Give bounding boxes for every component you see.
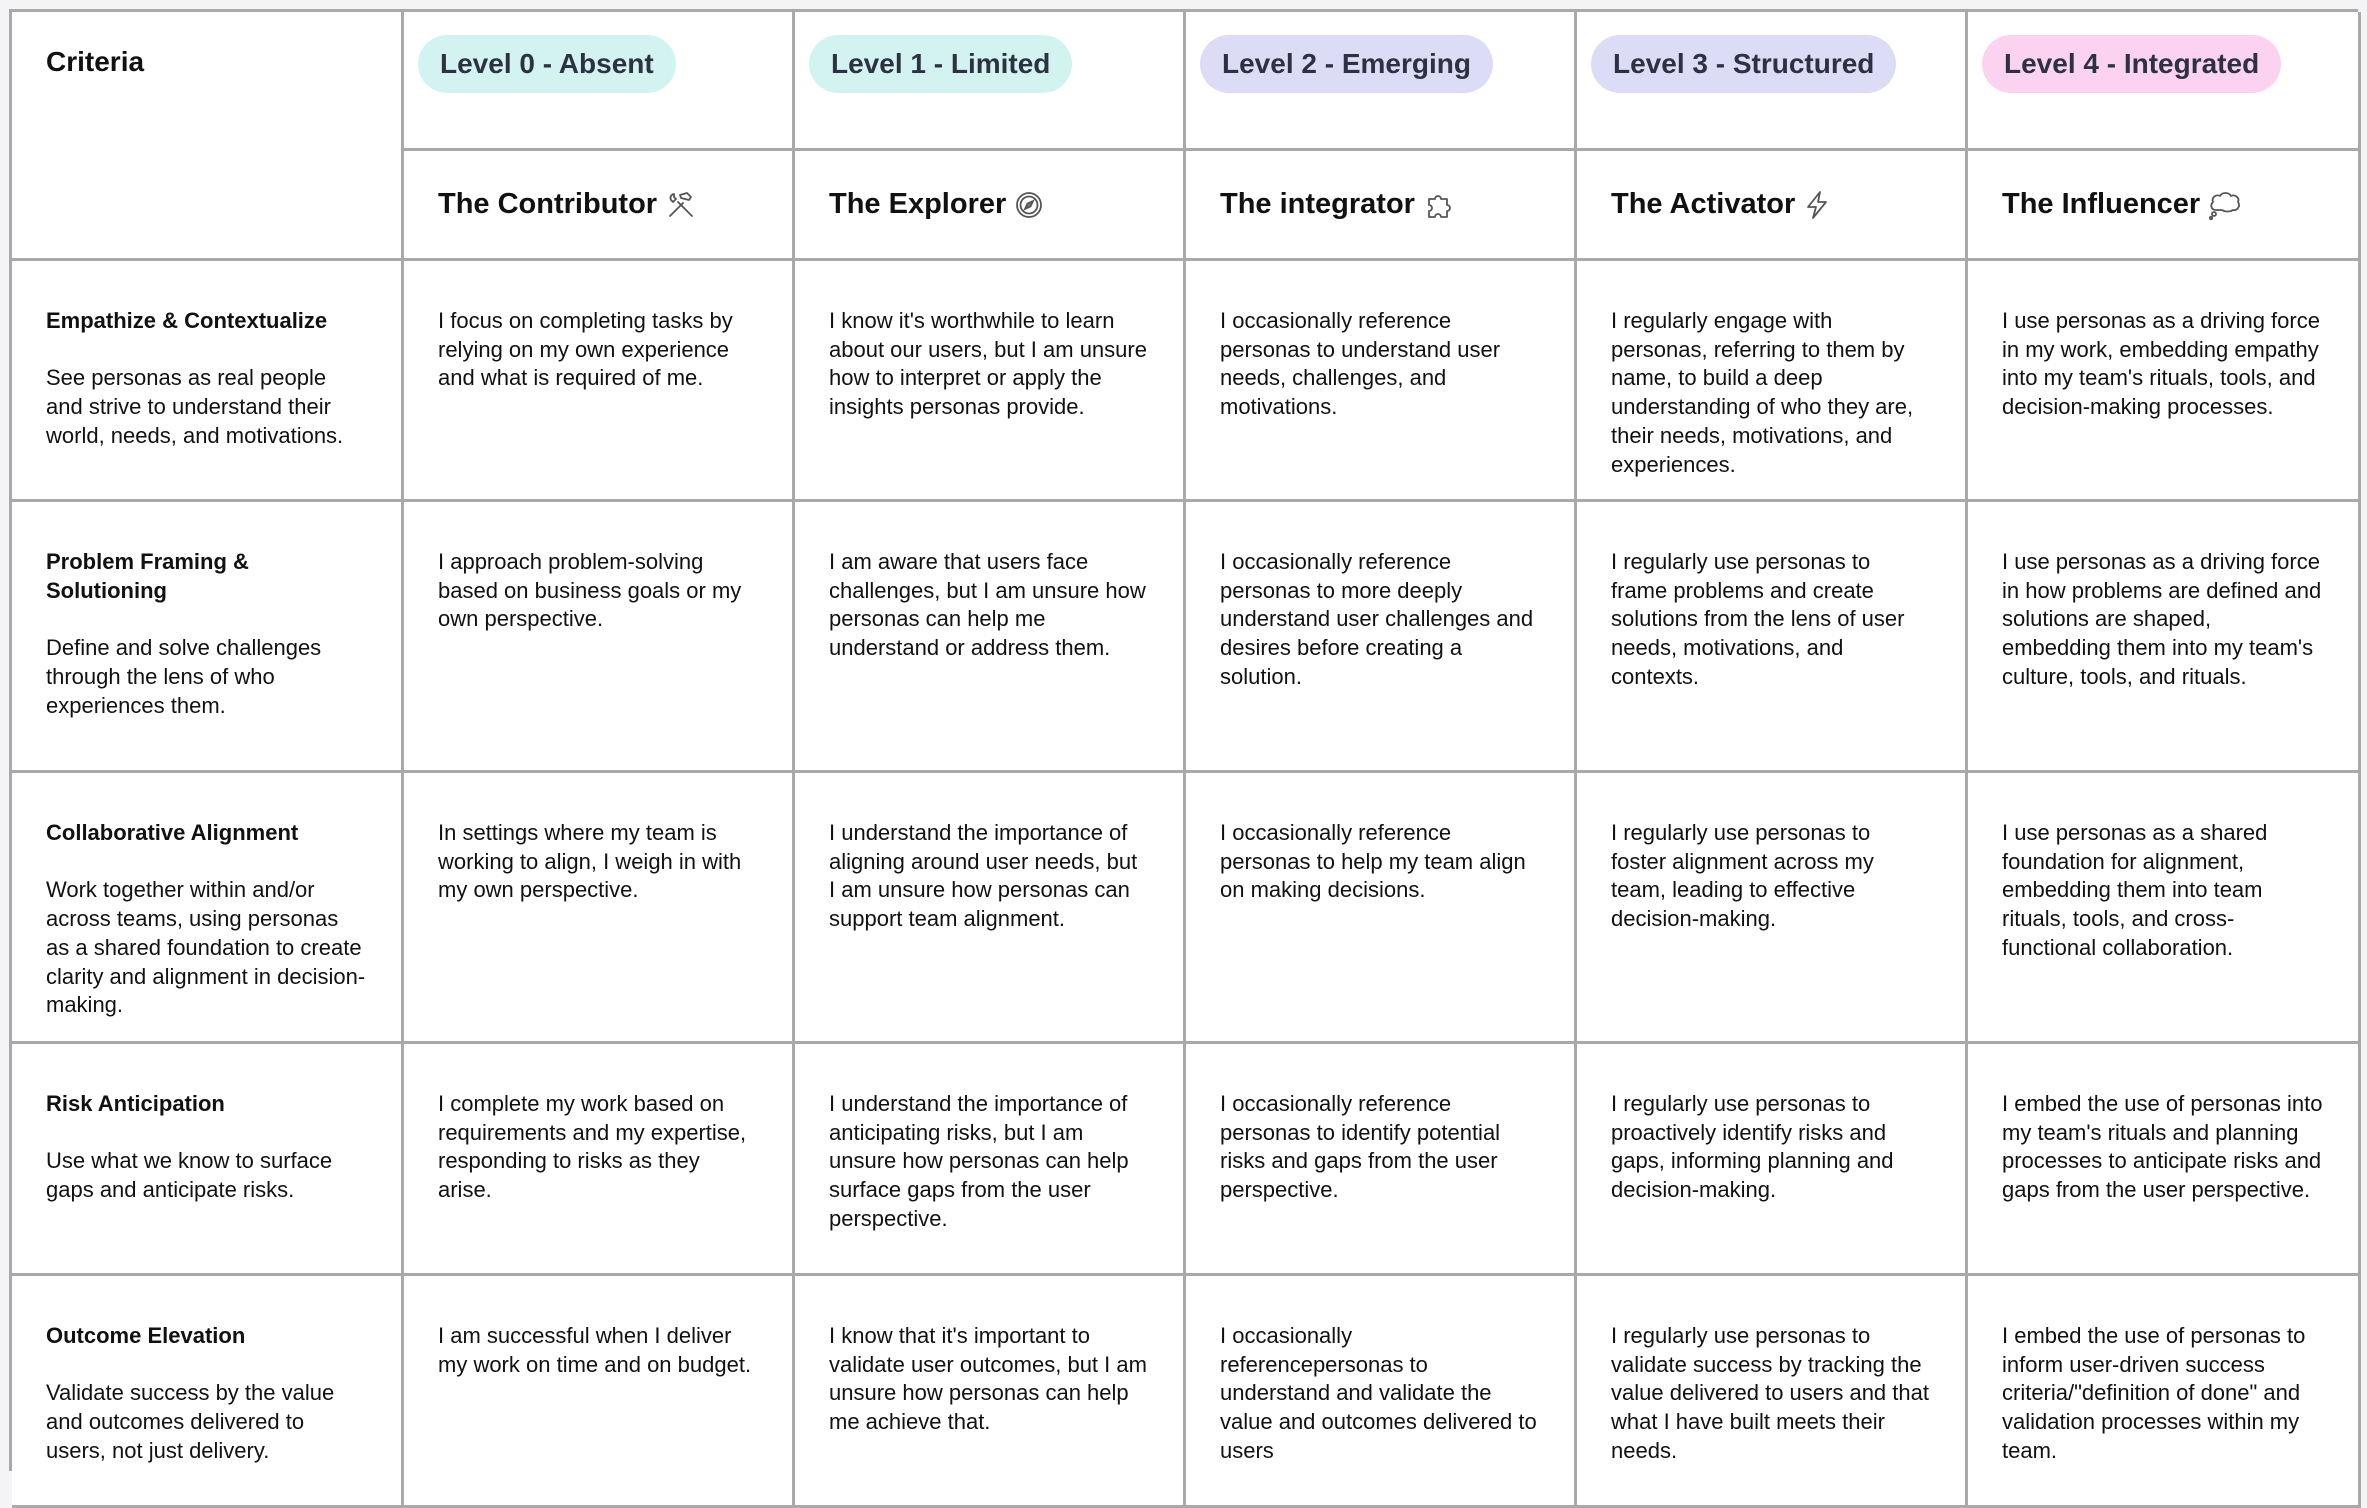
puzzle-piece-icon: [1423, 189, 1455, 221]
level-3-pill: Level 3 - Structured: [1591, 35, 1896, 93]
level-description-cell: I complete my work based on requirements and my expertise, responding to risks as they arise.: [404, 1044, 795, 1276]
criteria-title: Problem Framing & Solutioning: [46, 549, 249, 603]
criteria-cell: [12, 502, 404, 773]
persona-explorer: [795, 151, 1186, 261]
persona-contributor: [404, 151, 795, 261]
level-description-cell: I embed the use of personas into my team's rituals and planning processes to anticipate risks and gaps from the user perspective.: [1968, 1044, 2361, 1276]
level-description-cell: I focus on completing tasks by relying on my own experience and what is required of me.: [404, 261, 795, 502]
level-2-header: [1186, 12, 1577, 151]
persona-influencer: [1968, 151, 2361, 261]
criteria-title: Empathize & Contextualize: [46, 308, 328, 333]
criteria-title: Risk Anticipation: [46, 1091, 225, 1116]
compass-icon: [1014, 190, 1044, 220]
level-description-cell: I regularly use personas to frame problems and create solutions from the lens of user needs, motivations, and contexts.: [1577, 502, 1968, 773]
level-description-cell: I know it's worthwhile to learn about our users, but I am unsure how to interpret or apply the insights personas provide.: [795, 261, 1186, 502]
level-description-cell: I occasionally reference personas to identify potential risks and gaps from the user perspective.: [1186, 1044, 1577, 1276]
level-description-cell: I occasionally reference personas to help my team align on making decisions.: [1186, 773, 1577, 1044]
level-4-pill: Level 4 - Integrated: [1982, 35, 2281, 93]
level-0-header: [404, 12, 795, 151]
level-description-cell: I understand the importance of aligning around user needs, but I am unsure how personas can support team alignment.: [795, 773, 1186, 1044]
persona-label: The Explorer: [829, 188, 1007, 221]
level-description-cell: I regularly use personas to proactively identify risks and gaps, informing planning and decision-making.: [1577, 1044, 1968, 1276]
level-1-pill: Level 1 - Limited: [809, 35, 1072, 93]
speech-bubble-icon: [2208, 190, 2242, 220]
level-description-cell: I approach problem-solving based on business goals or my own perspective.: [404, 502, 795, 773]
persona-label: The integrator: [1220, 188, 1415, 221]
level-description-cell: I use personas as a driving force in my work, embedding empathy into my team's rituals, tools, and decision-making processes.: [1968, 261, 2361, 502]
level-description-cell: I occasionally referencepersonas to understand and validate the value and outcomes delivered to users: [1186, 1276, 1577, 1508]
level-1-header: [795, 12, 1186, 151]
criteria-cell: [12, 773, 404, 1044]
level-description-cell: I regularly engage with personas, referring to them by name, to build a deep understanding of who they are, their needs, motivations, and experiences.: [1577, 261, 1968, 502]
persona-activator: [1577, 151, 1968, 261]
lightning-icon: [1803, 189, 1831, 221]
level-4-header: [1968, 12, 2361, 151]
level-0-pill: Level 0 - Absent: [418, 35, 676, 93]
persona-maturity-matrix: [9, 9, 2358, 1471]
level-description-cell: I know that it's important to validate user outcomes, but I am unsure how personas can help me achieve that.: [795, 1276, 1186, 1508]
level-description-cell: I am aware that users face challenges, but I am unsure how personas can help me understand or address them.: [795, 502, 1186, 773]
criteria-description: Work together within and/or across teams, using personas as a shared foundation to create clarity and alignment in decision-making.: [46, 877, 366, 1018]
criteria-header: Criteria: [12, 12, 404, 261]
level-3-header: [1577, 12, 1968, 151]
criteria-cell: [12, 261, 404, 502]
persona-integrator: [1186, 151, 1577, 261]
criteria-description: See personas as real people and strive to understand their world, needs, and motivations.: [46, 365, 344, 448]
criteria-cell: [12, 1276, 404, 1508]
level-2-pill: Level 2 - Emerging: [1200, 35, 1493, 93]
criteria-description: Define and solve challenges through the lens of who experiences them.: [46, 635, 322, 718]
level-description-cell: I use personas as a driving force in how problems are defined and solutions are shaped, embedding them into my team's culture, tools, and rituals.: [1968, 502, 2361, 773]
criteria-description: Validate success by the value and outcomes delivered to users, not just delivery.: [46, 1380, 335, 1463]
level-description-cell: I occasionally reference personas to more deeply understand user challenges and desires before creating a solution.: [1186, 502, 1577, 773]
level-description-cell: I embed the use of personas to inform user-driven success criteria/"definition of done" and validation processes within my team.: [1968, 1276, 2361, 1508]
level-description-cell: I occasionally reference personas to understand user needs, challenges, and motivations.: [1186, 261, 1577, 502]
criteria-title: Outcome Elevation: [46, 1323, 246, 1348]
level-description-cell: I am successful when I deliver my work on time and on budget.: [404, 1276, 795, 1508]
persona-label: The Contributor: [438, 188, 658, 221]
criteria-title: Collaborative Alignment: [46, 820, 299, 845]
level-description-cell: I regularly use personas to foster alignment across my team, leading to effective decision-making.: [1577, 773, 1968, 1044]
level-description-cell: I use personas as a shared foundation for alignment, embedding them into team rituals, tools, and cross-functional collaboration.: [1968, 773, 2361, 1044]
persona-label: The Activator: [1611, 188, 1796, 221]
hammer-wrench-icon: [665, 189, 697, 221]
criteria-description: Use what we know to surface gaps and anticipate risks.: [46, 1148, 333, 1203]
criteria-cell: [12, 1044, 404, 1276]
level-description-cell: I understand the importance of anticipating risks, but I am unsure how personas can help surface gaps from the user perspective.: [795, 1044, 1186, 1276]
level-description-cell: I regularly use personas to validate success by tracking the value delivered to users and that what I have built meets their needs.: [1577, 1276, 1968, 1508]
level-description-cell: In settings where my team is working to align, I weigh in with my own perspective.: [404, 773, 795, 1044]
persona-label: The Influencer: [2002, 188, 2201, 221]
